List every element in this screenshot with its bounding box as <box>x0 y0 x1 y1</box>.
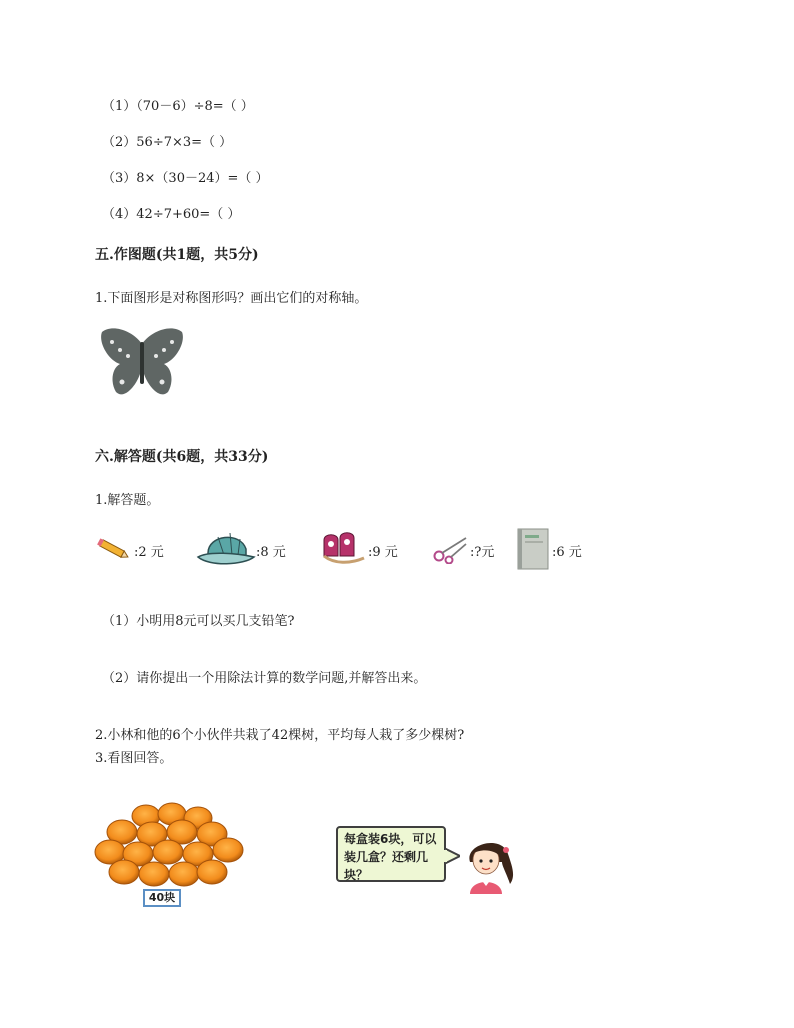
calc-item-4: （4）42÷7+60=（ ） <box>102 207 241 222</box>
gloves-price: :9 元 <box>368 545 398 560</box>
notebook-icon <box>516 527 550 571</box>
pencil-icon <box>96 536 132 562</box>
section6-q1-sub1: （1）小明用8元可以买几支铅笔? <box>102 614 295 629</box>
scissors-price: :?元 <box>470 545 495 560</box>
section5-heading: 五.作图题(共1题，共5分) <box>95 247 259 263</box>
notebook-price: :6 元 <box>552 545 582 560</box>
section6-question-3: 3.看图回答。 <box>95 751 173 766</box>
section6-question-2: 2.小林和他的6个小伙伴共栽了42棵树，平均每人栽了多少棵树? <box>95 728 465 743</box>
section6-heading: 六.解答题(共6题，共33分) <box>95 449 269 465</box>
speech-bubble: 每盒装6块，可以装几盒？还剩几块？ <box>336 826 446 882</box>
gloves-icon <box>320 530 366 566</box>
cap-price: :8 元 <box>256 545 286 560</box>
pencil-price: :2 元 <box>134 545 164 560</box>
mooncake-count-tag: 40块 <box>143 889 181 907</box>
speech-bubble-tail <box>444 846 460 866</box>
section6-q1-sub2: （2）请你提出一个用除法计算的数学问题,并解答出来。 <box>102 671 427 686</box>
calc-item-1: （1）（70－6）÷8=（ ） <box>102 99 254 114</box>
mooncakes-image <box>94 800 246 892</box>
section6-question-1: 1.解答题。 <box>95 493 160 508</box>
calc-item-2: （2）56÷7×3=（ ） <box>102 135 233 150</box>
section5-question-1: 1.下面图形是对称图形吗？画出它们的对称轴。 <box>95 291 368 306</box>
butterfly-image <box>98 326 186 402</box>
scissors-icon <box>432 534 468 564</box>
calc-item-3: （3）8×（30－24）=（ ） <box>102 171 269 186</box>
girl-illustration <box>462 832 518 894</box>
cap-icon <box>196 527 256 569</box>
